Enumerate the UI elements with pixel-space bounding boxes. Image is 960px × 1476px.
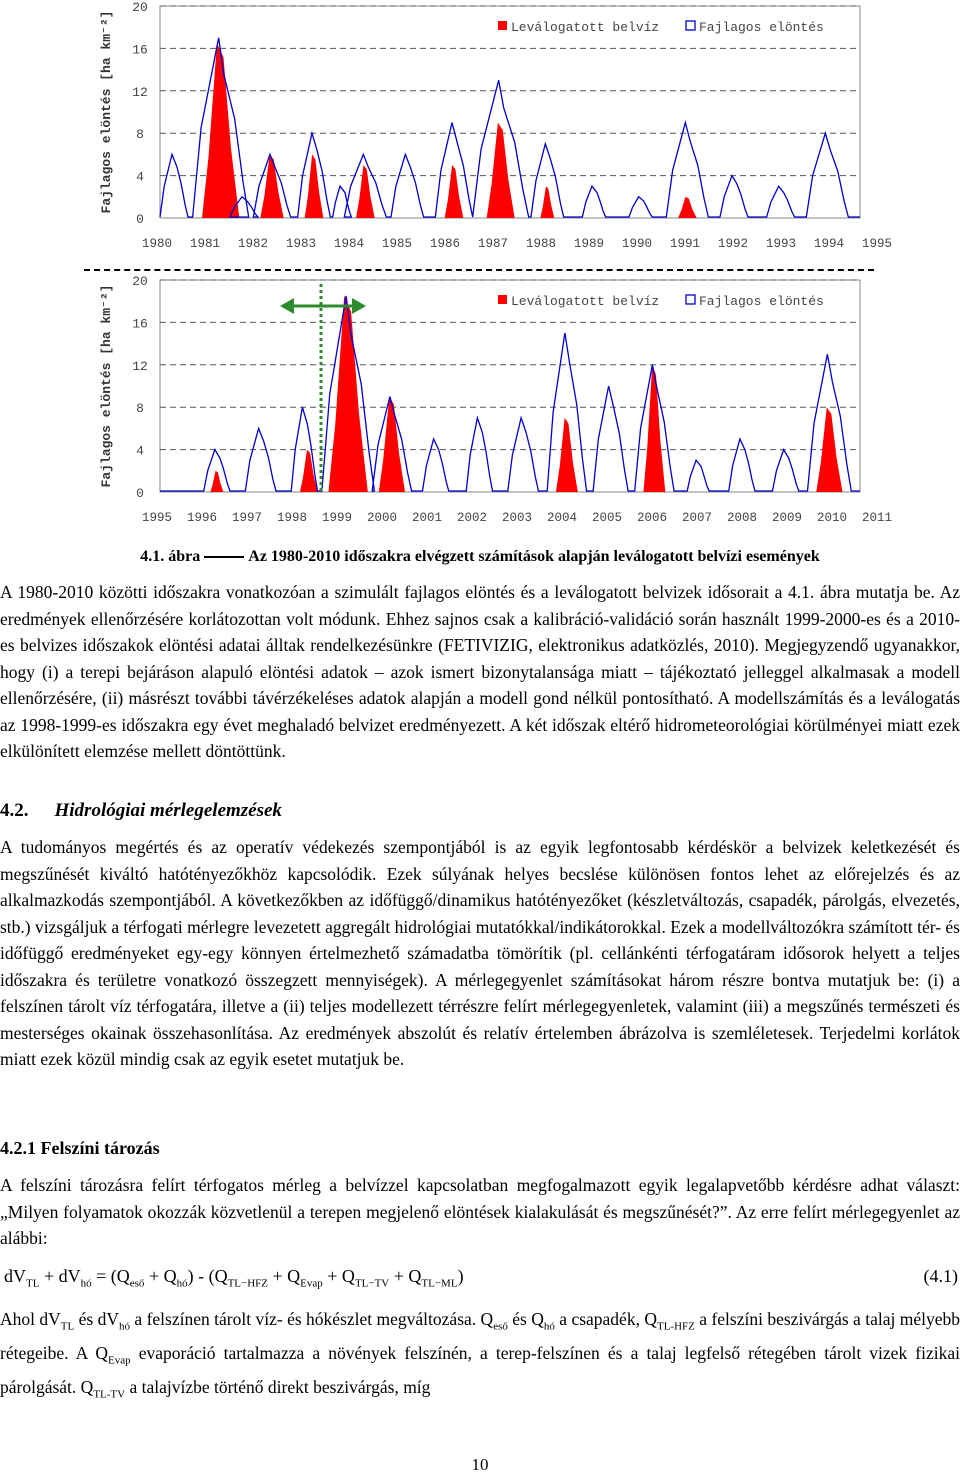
chart-1980-1995 — [0, 0, 960, 262]
y-tick-label: 8 — [136, 401, 144, 417]
paragraph-definitions: Ahol $dV_{TL}$ és $dV_{hó}$ a felszínen tárolt víz- és hókészlet megváltozása. $Q_{eső}$ és $Q_{hó}$ a csapadék, $Q_{TL-HFZ}$ a felszíni beszivárgás a talaj mélyebb rétegeibe. A $Q_{Evap}$ evaporáció tartalmazza a növények felszínén, a terep-felszínen és a talaj legfelső rétegében tárolt vizek fizikai párolgását. $Q_{TL-TV}$ a talajvízbe történő direkt beszivárgás, míg — [0, 1309, 960, 1401]
belviz-area — [260, 154, 283, 218]
legend-swatch-fajlagos — [686, 21, 695, 30]
y-tick-label: 12 — [132, 358, 148, 374]
y-tick-label: 16 — [132, 42, 148, 58]
paragraph-balance: A tudományos megértés és az operatív védekezés szempontjából is az egyik legfontosabb kérdéskör a belvizek keletkezését és megszűnését kiváltó hatótényezőkhöz kapcsolódik. Ezek súlyának helyes becslése különösen fontos lehet az előrejelzés és az alkalmazkodás szempontjából. A következőkben az időfüggő/dinamikus hatótényezőket (készletváltozás, csapadék, párolgás, elvezetés, stb.) vizsgáljuk a térfogati mérlegre levezetett aggregált hidrológiai mutatókkal/indikátorokkal. Ezek a modellváltozókra számított tér- és időfüggő eredményeket egy-egy könnyen értelmezhető számadatba tömörítik (pl. cellánkénti térfogatáram idősorok helyett a teljes időszakra és területre vonatkozó összegzett mennyiségek). A mérlegegyenlet számításokat három részre bontva mutatjuk be: (i) a felszínen tárolt víz térfogatára, illetve a (ii) teljes modellezett térrészre felírt mérlegegyenletek, valamint (iii) a megszűnés természeti és mesterséges okainak összehasonlítása. Az eredmények abszolút és relatív értelemben ábrázolva is szemléletesek. Terjedelmi korlátok miatt ezek közül mindig csak az egyik esetet mutatjuk be. — [0, 837, 960, 1069]
y-tick-label: 20 — [132, 274, 148, 289]
belviz-area — [678, 197, 697, 218]
belviz-area — [556, 418, 578, 492]
belviz-area — [210, 471, 223, 492]
x-tick-label: 1982 — [237, 237, 269, 251]
x-tick-label: 2002 — [456, 511, 488, 525]
belviz-area — [487, 123, 515, 218]
section-title: Hidrológiai mérlegelemzések — [54, 800, 282, 821]
belviz-area — [540, 186, 554, 218]
y-tick-label: 0 — [136, 212, 144, 227]
x-tick-label: 1997 — [231, 511, 263, 525]
y-axis-label: Fajlagos elöntés [ha km⁻²] — [99, 10, 114, 214]
section-heading-4-2 — [0, 800, 282, 822]
belviz-area — [643, 365, 665, 492]
x-tick-label: 2005 — [591, 511, 623, 525]
x-tick-label: 2008 — [726, 511, 758, 525]
legend-label-fajlagos: Fajlagos elöntés — [699, 20, 824, 35]
subsection-heading-4-2-1: 4.2.1 Felszíni tározás — [0, 1138, 160, 1158]
legend-label-belviz: Leválogatott belvíz — [511, 20, 660, 35]
plot-frame — [160, 280, 860, 492]
x-tick-label: 2004 — [546, 511, 578, 525]
legend-swatch-belviz — [498, 21, 507, 30]
x-tick-label: 2009 — [771, 511, 803, 525]
x-tick-label: 1995 — [861, 237, 893, 251]
chart-2-svg — [0, 274, 960, 536]
x-tick-label: 1998 — [276, 511, 308, 525]
x-tick-label: 2011 — [861, 511, 893, 525]
equation-formula: $dV_{TL} + dV_{hó} = (Q_{eső} + Q_{hó}) - (Q_{TL-HFZ} + Q_{Evap} + Q_{TL-TV} + Q_{TL-ML})$ — [4, 1266, 464, 1290]
x-tick-label: 1984 — [333, 237, 365, 251]
fajlagos-line — [160, 296, 860, 491]
x-tick-label: 1983 — [285, 237, 317, 251]
paragraph-results: A 1980-2010 közötti időszakra vonatkozóan a szimulált fajlagos elöntés és a leválogatott belvizek idősorait a 4.1. ábra mutatja be. Az eredmények ellenőrzésére korlátozottan volt módunk. Ehhez sajnos csak a kalibráció-validáció során használt 1999-2000-es és a 2010-es belvizes időszakok elöntési adatai álltak rendelkezésünkre (FETIVIZIG, elektronikus adatközlés, 2010). Megjegyzendő ugyanakkor, hogy (i) a terepi bejáráson alapuló elöntési adatok – azok ismert bizonytalansága miatt – tájékoztató jelleggel alkalmasak a modell ellenőrzésére, (ii) másrészt további távérzékeléses adatok alapján a modell gond nélkül pontosítható. A modellszámítás és a leválogatás az 1998-1999-es időszakra egy évet meghaladó belvizet eredményezett. A két időszak eltérő hidrometeorológiai körülményei miatt ezek elkülönített elemzése mellett döntöttünk. — [0, 582, 960, 761]
belviz-area — [356, 165, 375, 218]
x-tick-label: 1980 — [141, 237, 173, 251]
y-tick-label: 0 — [136, 486, 144, 501]
x-tick-label: 1987 — [477, 237, 509, 251]
figure-caption — [0, 548, 960, 566]
x-tick-label: 1990 — [621, 237, 653, 251]
legend — [498, 20, 824, 35]
equation-number: (4.1) — [923, 1266, 958, 1286]
belviz-area — [445, 165, 464, 218]
y-tick-label: 16 — [132, 316, 148, 332]
y-tick-label: 12 — [132, 84, 148, 100]
x-tick-label: 1992 — [717, 237, 749, 251]
x-tick-label: 2007 — [681, 511, 713, 525]
arrow-head-right — [352, 298, 366, 314]
caption-text: Az 1980-2010 időszakra elvégzett számítások alapján leválogatott belvízi események — [248, 548, 820, 565]
legend-label-fajlagos: Fajlagos elöntés — [699, 294, 824, 309]
x-tick-label: 2000 — [366, 511, 398, 525]
x-tick-label: 1981 — [189, 237, 221, 251]
legend-label-belviz: Leválogatott belvíz — [511, 294, 660, 309]
chart-separator — [84, 269, 874, 271]
chart-1995-2011 — [0, 274, 960, 536]
y-tick-label: 4 — [136, 169, 144, 185]
caption-label: 4.1. ábra — [140, 548, 201, 565]
x-tick-label: 1991 — [669, 237, 701, 251]
section-number: 4.2. — [0, 800, 29, 821]
x-tick-label: 1986 — [429, 237, 461, 251]
chart-1-svg — [0, 0, 960, 262]
x-tick-label: 1989 — [573, 237, 605, 251]
caption-dash — [204, 556, 244, 558]
page-number: 10 — [471, 1455, 489, 1474]
paragraph-surface-storage: A felszíni tározásra felírt térfogatos mérleg a belvízzel kapcsolatban megfogalmazott egyik legalapvetőbb kérdésre adhat választ: „Milyen folyamatok okozzák közvetlenül a terepen megjelenő elöntések kialakulását és megszűnését?”. Az erre felírt mérlegegyenlet az alábbi: — [0, 1175, 960, 1248]
belviz-area — [379, 397, 405, 492]
x-tick-label: 2006 — [636, 511, 668, 525]
y-tick-label: 8 — [136, 127, 144, 143]
y-axis-label: Fajlagos elöntés [ha km⁻²] — [99, 284, 114, 488]
legend-swatch-belviz — [498, 295, 507, 304]
x-tick-label: 1993 — [765, 237, 797, 251]
x-tick-label: 1994 — [813, 237, 845, 251]
x-tick-label: 1995 — [141, 511, 173, 525]
x-tick-label: 2001 — [411, 511, 443, 525]
x-tick-label: 2010 — [816, 511, 848, 525]
x-tick-label: 1996 — [186, 511, 218, 525]
belviz-area — [202, 43, 239, 218]
x-tick-label: 1985 — [381, 237, 413, 251]
legend-swatch-fajlagos — [686, 295, 695, 304]
y-tick-label: 20 — [132, 0, 148, 15]
y-tick-label: 4 — [136, 443, 144, 459]
plot-frame — [160, 6, 860, 218]
equation-4-1 — [0, 1264, 960, 1296]
arrow-head-left — [280, 298, 294, 314]
x-tick-label: 1999 — [321, 511, 353, 525]
x-tick-label: 2003 — [501, 511, 533, 525]
x-tick-label: 1988 — [525, 237, 557, 251]
legend — [498, 294, 824, 309]
